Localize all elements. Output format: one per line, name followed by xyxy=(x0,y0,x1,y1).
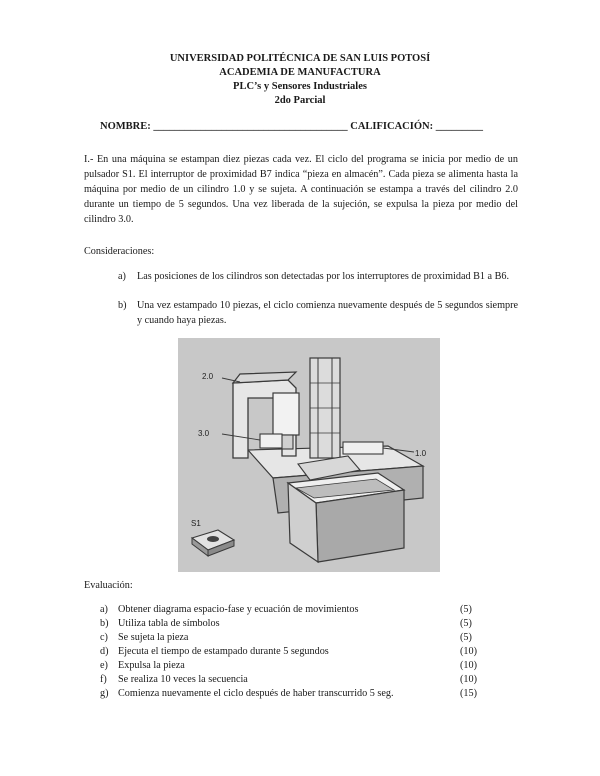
list-marker: b) xyxy=(100,618,109,629)
list-text: Las posiciones de los cilindros son detectadas por los interruptores de proximidad B1 a B6. xyxy=(137,271,510,282)
list-marker: a) xyxy=(100,604,108,615)
evaluation-points: (5) xyxy=(460,632,472,643)
list-marker: e) xyxy=(100,660,108,671)
evaluation-text: Utiliza tabla de símbolos xyxy=(118,618,220,629)
list-marker: g) xyxy=(100,688,109,699)
list-marker: f) xyxy=(100,674,107,685)
evaluation-text: Se realiza 10 veces la secuencia xyxy=(118,674,248,685)
cylinder-3 xyxy=(260,434,282,448)
evaluation-row xyxy=(100,604,500,618)
evaluation-text: Se sujeta la pieza xyxy=(118,632,189,643)
evaluation-points: (15) xyxy=(460,688,477,699)
evaluation-row xyxy=(100,646,500,660)
evaluation-points: (10) xyxy=(460,660,477,671)
evaluation-title: Evaluación: xyxy=(84,580,133,591)
evaluation-row xyxy=(100,660,500,674)
s1-button-cap xyxy=(207,536,219,542)
machine-illustration xyxy=(178,338,440,572)
academy-name: ACADEMIA DE MANUFACTURA xyxy=(219,67,381,78)
label-cylinder-3: 3.0 xyxy=(198,429,210,438)
cylinder-1 xyxy=(343,442,383,454)
evaluation-points: (10) xyxy=(460,674,477,685)
evaluation-row xyxy=(100,618,500,632)
evaluation-text: Expulsa la pieza xyxy=(118,660,185,671)
problem-text: En una máquina se estampan diez piezas cada vez. El ciclo del programa se inicia por medio de un pulsador S1. El interruptor de proximidad B7 indica “pieza en almacén”. Cada pieza se alimenta hasta la máquina por medio de un cilindro 1.0 y se sujeta. A continuación se estampa a través del cilindro 2.0 durante un tiempo de 5 segundos. Una vez liberada de la sujeción, se expulsa la pieza por medio del cilindro 3.0. xyxy=(84,154,518,225)
list-marker: a) xyxy=(118,271,126,282)
evaluation-points: (5) xyxy=(460,618,472,629)
evaluation-text: Obtener diagrama espacio-fase y ecuación de movimientos xyxy=(118,604,359,615)
list-text: Una vez estampado 10 piezas, el ciclo comienza nuevamente después de 5 segundos siempre y cuando haya piezas. xyxy=(137,300,518,326)
list-marker: d) xyxy=(100,646,109,657)
evaluation-text: Ejecuta el tiempo de estampado durante 5 segundos xyxy=(118,646,329,657)
cylinder-2-body xyxy=(273,393,299,435)
evaluation-points: (10) xyxy=(460,646,477,657)
label-s1: S1 xyxy=(191,519,201,528)
problem-statement xyxy=(84,152,518,227)
considerations-title: Consideraciones: xyxy=(84,246,155,257)
evaluation-row xyxy=(100,674,500,688)
evaluation-row xyxy=(100,688,500,702)
list-item xyxy=(118,270,518,300)
name-grade-line[interactable]: NOMBRE: _____________________________________ CALIFICACIÓN: _________ xyxy=(100,121,483,132)
university-name: UNIVERSIDAD POLITÉCNICA DE SAN LUIS POTOSÍ xyxy=(169,53,431,64)
list-marker: c) xyxy=(100,632,108,643)
exam-name: 2do Parcial xyxy=(274,95,326,106)
evaluation-points: (5) xyxy=(460,604,472,615)
problem-number: I.- xyxy=(84,154,94,165)
label-cylinder-1: 1.0 xyxy=(415,449,427,458)
course-name: PLC’s y Sensores Industriales xyxy=(233,81,367,92)
evaluation-text: Comienza nuevamente el ciclo después de haber transcurrido 5 seg. xyxy=(118,688,394,699)
evaluation-row xyxy=(100,632,500,646)
stamping-machine-drawing xyxy=(178,338,440,572)
label-cylinder-2: 2.0 xyxy=(202,372,214,381)
list-item xyxy=(118,299,518,329)
list-marker: b) xyxy=(118,300,127,311)
